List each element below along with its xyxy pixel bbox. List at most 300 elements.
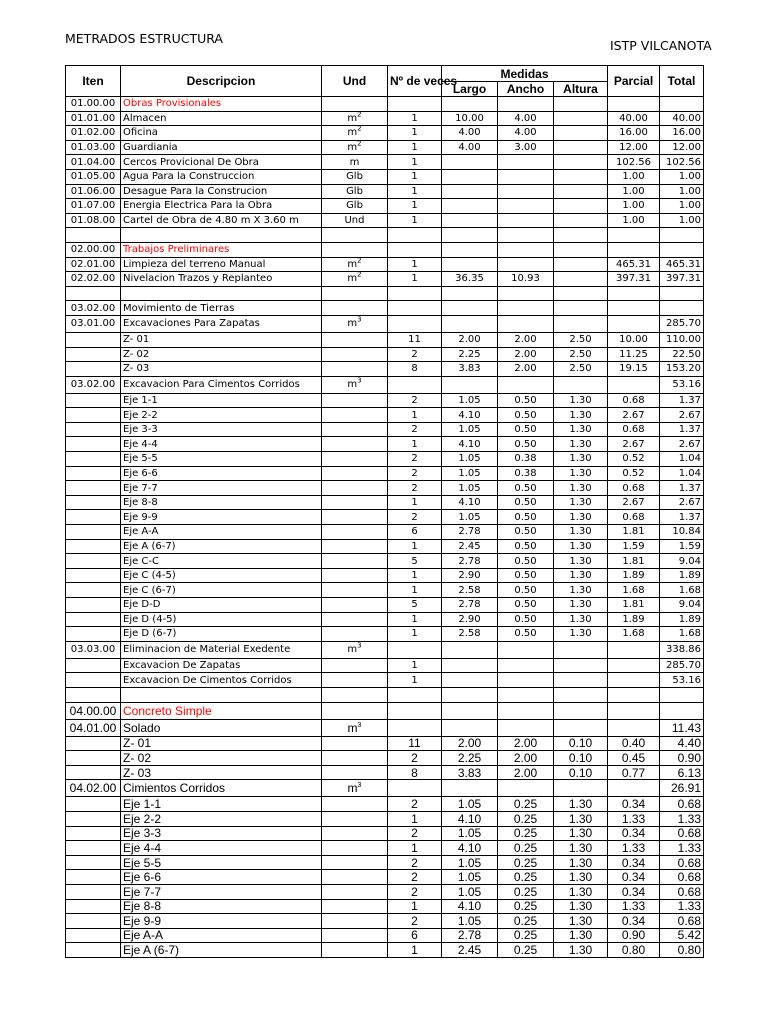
- item-cell-text: 03.01.00: [70, 318, 116, 330]
- largo-cell: [442, 393, 498, 408]
- largo-cell-text: 3.83: [458, 363, 481, 375]
- ancho-cell-text: 4.00: [514, 112, 537, 124]
- count-cell: [388, 510, 442, 525]
- table-row: [66, 554, 704, 569]
- count-cell: [388, 452, 442, 467]
- description-cell: [121, 481, 322, 496]
- count-cell: [388, 228, 442, 243]
- description-cell-text: Eje A (6-7): [123, 943, 180, 958]
- item-cell: [66, 362, 121, 377]
- item-cell: [66, 554, 121, 569]
- parcial-cell-text: 0.34: [621, 870, 646, 885]
- count-cell: [388, 362, 442, 377]
- item-cell: [66, 228, 121, 243]
- largo-cell: [442, 362, 498, 377]
- largo-cell: [442, 199, 498, 214]
- table-body: [66, 97, 704, 958]
- parcial-cell-text: 0.52: [622, 467, 645, 479]
- count-cell: [388, 736, 442, 751]
- count-cell-text: 11: [408, 736, 421, 751]
- total-cell-text: 0.80: [677, 943, 701, 958]
- parcial-cell-text: 0.68: [622, 511, 645, 523]
- total-cell: [660, 568, 704, 583]
- largo-cell-text: 4.10: [457, 899, 482, 914]
- total-cell: [660, 811, 704, 826]
- total-cell: [660, 286, 704, 301]
- altura-cell: [554, 736, 608, 751]
- largo-cell: [442, 213, 498, 228]
- item-cell: [66, 376, 121, 393]
- table-row: [66, 899, 704, 914]
- ancho-cell-text: 0.50: [514, 526, 537, 538]
- total-cell-text: 9.04: [678, 555, 701, 567]
- description-cell: [121, 568, 322, 583]
- count-cell-text: 6: [411, 928, 418, 943]
- altura-cell-text: 1.30: [568, 928, 593, 943]
- unit-cell: [322, 914, 388, 929]
- parcial-cell: [608, 884, 660, 899]
- item-cell: [66, 332, 121, 347]
- parcial-cell: [608, 568, 660, 583]
- description-cell: [121, 155, 322, 170]
- count-cell: [388, 914, 442, 929]
- total-cell-text: 1.00: [678, 171, 701, 183]
- ancho-cell: [498, 422, 554, 437]
- total-cell: [660, 111, 704, 126]
- count-cell: [388, 568, 442, 583]
- count-cell: [388, 315, 442, 332]
- parcial-cell: [608, 422, 660, 437]
- ancho-cell: [498, 568, 554, 583]
- ancho-cell-text: 0.50: [514, 540, 537, 552]
- altura-cell-text: 1.30: [568, 826, 593, 841]
- table-row: [66, 199, 704, 214]
- unit-cell: [322, 870, 388, 885]
- header-descripcion: Descripcion: [121, 66, 322, 97]
- unit-cell: [322, 140, 388, 155]
- description-cell: [121, 126, 322, 141]
- count-cell-text: 1: [411, 674, 418, 686]
- header-item: Iten: [66, 66, 121, 97]
- total-cell-text: 1.68: [678, 628, 701, 640]
- ancho-cell: [498, 199, 554, 214]
- altura-cell: [554, 347, 608, 362]
- altura-cell: [554, 870, 608, 885]
- description-cell-text: Eliminacion de Material Exedente: [123, 644, 291, 656]
- altura-cell: [554, 111, 608, 126]
- altura-cell-text: 1.30: [568, 811, 593, 826]
- ancho-cell: [498, 765, 554, 780]
- total-cell-text: 12.00: [672, 142, 701, 154]
- ancho-cell: [498, 841, 554, 856]
- description-cell-text: Cimientos Corridos: [123, 781, 226, 796]
- largo-cell: [442, 495, 498, 510]
- table-row: [66, 495, 704, 510]
- largo-cell: [442, 826, 498, 841]
- ancho-cell-text: 0.25: [513, 899, 538, 914]
- count-cell-text: 1: [411, 899, 418, 914]
- table-row: [66, 408, 704, 423]
- unit-cell: [322, 568, 388, 583]
- section-title: [121, 242, 322, 257]
- total-cell: [660, 641, 704, 658]
- count-cell: [388, 598, 442, 613]
- total-cell-text: 1.37: [678, 482, 701, 494]
- largo-cell: [442, 408, 498, 423]
- altura-cell-text: 1.30: [568, 870, 593, 885]
- table-row: [66, 272, 704, 287]
- count-cell-text: 1: [411, 613, 418, 625]
- item-cell: [66, 702, 121, 719]
- largo-cell: [442, 347, 498, 362]
- total-cell: [660, 199, 704, 214]
- parcial-cell: [608, 272, 660, 287]
- ancho-cell-text: 0.25: [513, 840, 538, 855]
- item-cell: [66, 943, 121, 958]
- total-cell-text: 1.33: [677, 899, 701, 914]
- ancho-cell-text: 0.50: [514, 438, 537, 450]
- header-und: Und: [322, 66, 388, 97]
- count-cell-text: 5: [411, 599, 418, 611]
- altura-cell: [554, 362, 608, 377]
- altura-cell-text: 1.30: [569, 497, 592, 509]
- ancho-cell-text: 2.00: [513, 765, 538, 780]
- total-cell-text: 40.00: [672, 112, 701, 124]
- count-cell-text: 1: [411, 660, 418, 672]
- largo-cell: [442, 627, 498, 642]
- ancho-cell: [498, 140, 554, 155]
- description-cell-text: Eje 6-6: [123, 467, 158, 479]
- description-cell: [121, 495, 322, 510]
- largo-cell-text: 1.05: [458, 467, 481, 479]
- ancho-cell: [498, 687, 554, 702]
- parcial-cell: [608, 452, 660, 467]
- altura-cell: [554, 408, 608, 423]
- unit-cell: [322, 184, 388, 199]
- largo-cell: [442, 155, 498, 170]
- item-cell-text: 01.03.00: [70, 142, 116, 154]
- parcial-cell-text: 1.00: [622, 185, 645, 197]
- item-cell: [66, 184, 121, 199]
- largo-cell-text: 4.10: [458, 497, 481, 509]
- parcial-cell: [608, 612, 660, 627]
- unit-cell-text: m: [347, 720, 358, 735]
- total-cell-text: 0.68: [677, 797, 701, 812]
- parcial-cell: [608, 797, 660, 812]
- altura-cell-text: 1.30: [569, 526, 592, 538]
- ancho-cell: [498, 612, 554, 627]
- item-cell: [66, 539, 121, 554]
- parcial-cell: [608, 97, 660, 112]
- parcial-cell-text: 1.81: [622, 599, 645, 611]
- parcial-cell-text: 1.33: [621, 899, 646, 914]
- count-cell-text: 1: [411, 943, 418, 958]
- largo-cell: [442, 437, 498, 452]
- description-cell-text: Nivelacion Trazos y Replanteo: [123, 273, 273, 285]
- largo-cell-text: 36.35: [455, 273, 484, 285]
- unit-cell: [322, 155, 388, 170]
- item-cell: [66, 437, 121, 452]
- table-row: [66, 184, 704, 199]
- parcial-cell: [608, 362, 660, 377]
- ancho-cell: [498, 286, 554, 301]
- unit-exponent: 2: [357, 256, 362, 265]
- total-cell: [660, 422, 704, 437]
- table-row: [66, 751, 704, 766]
- item-cell: [66, 257, 121, 272]
- total-cell: [660, 376, 704, 393]
- item-cell: [66, 315, 121, 332]
- largo-cell: [442, 525, 498, 540]
- altura-cell: [554, 780, 608, 797]
- description-cell: [121, 228, 322, 243]
- total-cell: [660, 228, 704, 243]
- item-cell: [66, 765, 121, 780]
- item-cell: [66, 510, 121, 525]
- table-row: [66, 826, 704, 841]
- description-cell: [121, 539, 322, 554]
- largo-cell: [442, 301, 498, 316]
- largo-cell: [442, 928, 498, 943]
- altura-cell-text: 1.30: [569, 467, 592, 479]
- table-row: [66, 466, 704, 481]
- description-cell-text: Eje C (6-7): [123, 584, 176, 596]
- item-cell: [66, 751, 121, 766]
- metrados-table: [65, 65, 704, 958]
- description-cell: [121, 452, 322, 467]
- description-cell-text: Energia Electrica Para la Obra: [123, 200, 273, 212]
- item-cell-text: 01.06.00: [70, 185, 116, 197]
- total-cell-text: 1.04: [678, 453, 701, 465]
- unit-cell-text: m: [347, 318, 358, 330]
- header-veces: Nº de veces: [388, 66, 442, 97]
- altura-cell: [554, 658, 608, 673]
- parcial-cell-text: 0.52: [622, 453, 645, 465]
- altura-cell-text: 1.30: [569, 438, 592, 450]
- largo-cell: [442, 641, 498, 658]
- unit-cell: [322, 525, 388, 540]
- ancho-cell-text: 0.25: [513, 884, 538, 899]
- item-cell-text: 01.05.00: [70, 171, 116, 183]
- description-cell: [121, 658, 322, 673]
- parcial-cell: [608, 242, 660, 257]
- unit-cell: [322, 627, 388, 642]
- count-cell: [388, 719, 442, 736]
- altura-cell-text: 0.10: [568, 736, 593, 751]
- description-cell: [121, 437, 322, 452]
- count-cell: [388, 347, 442, 362]
- description-cell: [121, 111, 322, 126]
- parcial-cell-text: 1.89: [622, 570, 645, 582]
- total-cell: [660, 272, 704, 287]
- ancho-cell: [498, 155, 554, 170]
- item-cell: [66, 126, 121, 141]
- total-cell: [660, 797, 704, 812]
- description-cell-text: Limpieza del terreno Manual: [123, 258, 266, 270]
- total-cell-text: 1.04: [678, 467, 701, 479]
- total-cell-text: 22.50: [672, 348, 701, 360]
- table-row: [66, 914, 704, 929]
- total-cell-text: 9.04: [678, 599, 701, 611]
- parcial-cell-text: 40.00: [619, 112, 648, 124]
- description-cell-text: Z- 02: [123, 750, 152, 765]
- parcial-cell: [608, 228, 660, 243]
- total-cell: [660, 213, 704, 228]
- ancho-cell: [498, 914, 554, 929]
- description-cell: [121, 797, 322, 812]
- ancho-cell: [498, 870, 554, 885]
- altura-cell: [554, 855, 608, 870]
- count-cell: [388, 286, 442, 301]
- altura-cell: [554, 826, 608, 841]
- item-cell: [66, 719, 121, 736]
- largo-cell: [442, 510, 498, 525]
- item-cell: [66, 658, 121, 673]
- total-cell-text: 0.68: [677, 884, 701, 899]
- header-medidas: Medidas: [442, 66, 608, 82]
- altura-cell-text: 1.30: [568, 797, 593, 812]
- ancho-cell-text: 0.50: [514, 394, 537, 406]
- largo-cell: [442, 452, 498, 467]
- table-row: [66, 111, 704, 126]
- altura-cell: [554, 301, 608, 316]
- total-cell-text: 0.68: [677, 913, 701, 928]
- largo-cell: [442, 466, 498, 481]
- ancho-cell-text: 0.50: [514, 613, 537, 625]
- altura-cell-text: 1.30: [569, 555, 592, 567]
- ancho-cell-text: 2.00: [513, 736, 538, 751]
- table-row: [66, 583, 704, 598]
- altura-cell: [554, 140, 608, 155]
- description-cell-text: Excavacion Para Cimentos Corridos: [123, 379, 300, 391]
- parcial-cell-text: 102.56: [616, 156, 651, 168]
- altura-cell: [554, 97, 608, 112]
- description-cell-text: Eje 3-3: [123, 424, 158, 436]
- ancho-cell: [498, 393, 554, 408]
- item-cell: [66, 687, 121, 702]
- ancho-cell-text: 0.25: [513, 797, 538, 812]
- altura-cell: [554, 673, 608, 688]
- parcial-cell: [608, 943, 660, 958]
- largo-cell: [442, 673, 498, 688]
- parcial-cell-text: 12.00: [619, 142, 648, 154]
- largo-cell-text: 1.05: [457, 797, 482, 812]
- altura-cell: [554, 797, 608, 812]
- parcial-cell: [608, 702, 660, 719]
- table-row: [66, 719, 704, 736]
- description-cell-text: Trabajos Preliminares: [123, 244, 230, 256]
- count-cell: [388, 943, 442, 958]
- largo-cell-text: 2.45: [458, 540, 481, 552]
- altura-cell: [554, 466, 608, 481]
- unit-cell-text: m: [347, 273, 358, 285]
- count-cell: [388, 481, 442, 496]
- description-cell-text: Eje A-A: [123, 928, 164, 943]
- largo-cell-text: 3.83: [457, 765, 482, 780]
- table-row: [66, 301, 704, 316]
- count-cell-text: 1: [411, 438, 418, 450]
- description-cell-text: Agua Para la Construccion: [123, 171, 255, 183]
- description-cell: [121, 751, 322, 766]
- description-cell-text: Excavaciones Para Zapatas: [123, 318, 260, 330]
- table-row: [66, 525, 704, 540]
- altura-cell-text: 1.30: [569, 511, 592, 523]
- total-cell: [660, 914, 704, 929]
- unit-cell: [322, 797, 388, 812]
- table-row: [66, 855, 704, 870]
- unit-cell: [322, 481, 388, 496]
- largo-cell-text: 1.05: [457, 826, 482, 841]
- item-cell: [66, 826, 121, 841]
- description-cell-text: Eje C-C: [123, 555, 160, 567]
- largo-cell: [442, 422, 498, 437]
- parcial-cell-text: 0.34: [621, 797, 646, 812]
- count-cell: [388, 155, 442, 170]
- parcial-cell-text: 1.68: [622, 628, 645, 640]
- parcial-cell: [608, 811, 660, 826]
- document-title: METRADOS ESTRUCTURA: [65, 31, 223, 46]
- description-cell-text: Z- 01: [123, 736, 152, 751]
- count-cell-text: 1: [411, 142, 418, 154]
- largo-cell-text: 1.05: [458, 394, 481, 406]
- parcial-cell-text: 0.68: [622, 394, 645, 406]
- largo-cell-text: 4.10: [458, 409, 481, 421]
- unit-cell: [322, 213, 388, 228]
- item-cell: [66, 466, 121, 481]
- description-cell: [121, 780, 322, 797]
- item-cell: [66, 242, 121, 257]
- item-cell: [66, 481, 121, 496]
- parcial-cell-text: 1.59: [622, 540, 645, 552]
- ancho-cell: [498, 855, 554, 870]
- table-row: [66, 347, 704, 362]
- count-cell: [388, 583, 442, 598]
- altura-cell: [554, 272, 608, 287]
- largo-cell: [442, 583, 498, 598]
- item-cell: [66, 583, 121, 598]
- description-cell-text: Eje 1-1: [123, 394, 158, 406]
- total-cell: [660, 736, 704, 751]
- description-cell-text: Z- 03: [123, 363, 150, 375]
- largo-cell-text: 4.00: [458, 127, 481, 139]
- ancho-cell: [498, 627, 554, 642]
- count-cell: [388, 126, 442, 141]
- item-cell: [66, 568, 121, 583]
- description-cell-text: Guardiania: [123, 142, 178, 154]
- count-cell: [388, 466, 442, 481]
- unit-cell-text: Glb: [346, 171, 363, 183]
- parcial-cell: [608, 765, 660, 780]
- parcial-cell: [608, 598, 660, 613]
- altura-cell: [554, 376, 608, 393]
- altura-cell-text: 1.30: [568, 943, 593, 958]
- ancho-cell-text: 2.00: [514, 348, 537, 360]
- table-row: [66, 97, 704, 112]
- table-row: [66, 213, 704, 228]
- ancho-cell: [498, 452, 554, 467]
- unit-cell: [322, 347, 388, 362]
- description-cell: [121, 736, 322, 751]
- parcial-cell: [608, 736, 660, 751]
- parcial-cell: [608, 627, 660, 642]
- count-cell-text: 1: [411, 215, 418, 227]
- description-cell-text: Z- 03: [123, 765, 152, 780]
- altura-cell-text: 1.30: [569, 482, 592, 494]
- largo-cell: [442, 376, 498, 393]
- total-cell: [660, 315, 704, 332]
- item-cell: [66, 393, 121, 408]
- count-cell-text: 2: [411, 750, 418, 765]
